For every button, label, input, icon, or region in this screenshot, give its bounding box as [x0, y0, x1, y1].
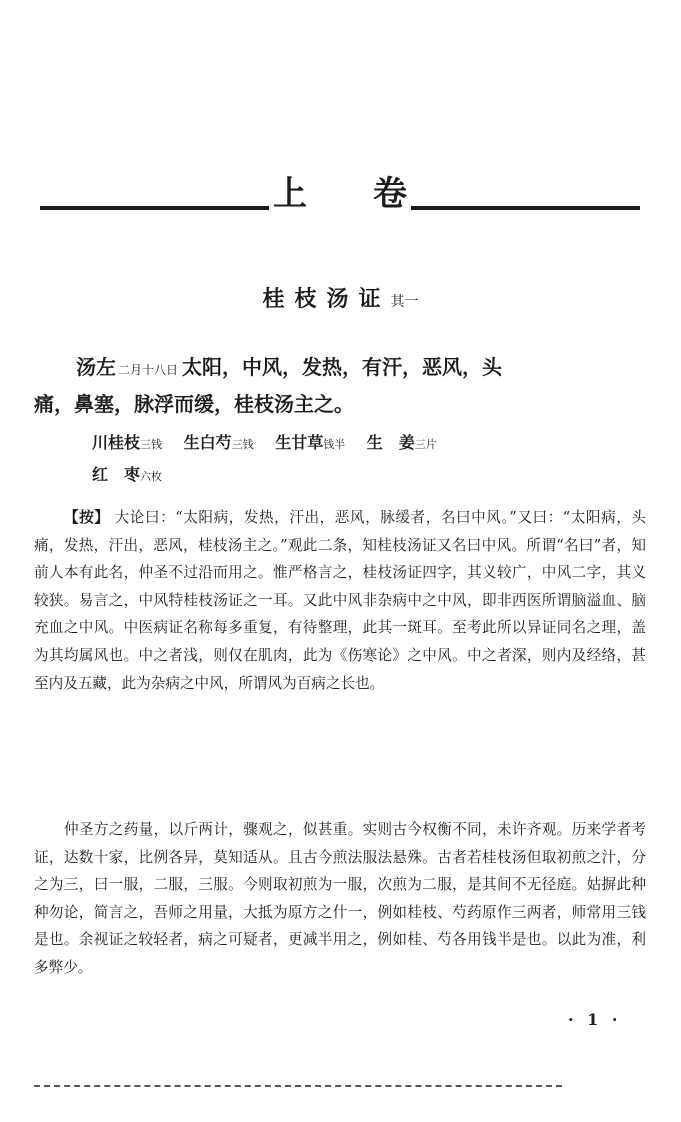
herb-name: 生 姜 [366, 433, 415, 452]
section-title-main: 桂枝汤证 [262, 286, 391, 312]
herb-name: 川桂枝 [92, 433, 141, 452]
section-title-sub: 其一 [390, 294, 419, 310]
bottom-rule [34, 1085, 562, 1087]
commentary-paragraph [34, 504, 646, 697]
dosage-paragraph [34, 816, 646, 982]
herb-name: 红 枣 [92, 465, 141, 484]
volume-title-left: 上 [273, 174, 307, 214]
prescription-row [92, 428, 453, 460]
case-line-1 [34, 350, 644, 387]
commentary-text-block [34, 504, 646, 697]
title-rule-right [411, 206, 640, 210]
page-number: · 1 · [568, 1010, 622, 1029]
volume-title-right: 卷 [373, 174, 407, 214]
dosage-text: 仲圣方之药量，以斤两计，骤观之，似甚重。实则古今权衡不同，未许齐观。历来学者考证，达数十家，比例各异，莫知适从。且古今煎法服法悬殊。古者若桂枝汤但取初煎之汁，分之为三，曰一服，二服，三服。今则取初煎为一服，次煎为二服，是其间不无径庭。姑摒此种种勿论，简言之，吾师之用量，大抵为原方之什一，例如桂枝、芍药原作三两者，师常用三钱是也。余视证之较轻者，病之可疑者，更减半用之，例如桂、芍各用钱半是也。以此为准，利多弊少。 [34, 821, 646, 976]
commentary-text: 大论曰：“太阳病，发热，汗出，恶风，脉缓者，名曰中风。”又曰：“太阳病，头痛，发热，汗出，恶风，桂枝汤主之。”观此二条，知桂枝汤证又名曰中风。所谓“名曰”者，知前人本有此名，仲圣不过沿而用之。惟严格言之，桂枝汤证四字，其义较广，中风二字，其义较狭。易言之，中风特桂枝汤证之一耳。又此中风非杂病中之中风，即非西医所谓脑溢血、脑充血之中风。中医病证名称每多重复，有待整理，此其一斑耳。至考此所以异证同名之理，盖为其均属风也。中之者浅，则仅在肌肉，此为《伤寒论》之中风。中之者深，则内及经络，甚至内及五藏，此为杂病之中风，所谓风为百病之长也。 [34, 509, 646, 692]
herb-dose: 三钱 [140, 438, 163, 451]
case-head: 汤左 [76, 355, 116, 379]
herb-name: 生白芍 [183, 433, 232, 452]
herb-name: 生甘草 [275, 433, 324, 452]
case-date: 二月十八日 [118, 363, 179, 377]
case-statement [34, 350, 644, 421]
prescription-list [92, 428, 453, 492]
herb-dose: 六枚 [140, 470, 163, 483]
case-text-1: 太阳，中风，发热，有汗，恶风，头 [182, 355, 503, 379]
volume-title [40, 168, 640, 214]
section-title [0, 282, 681, 313]
prescription-row [92, 460, 453, 492]
commentary-label: 【按】 [64, 509, 110, 526]
herb-dose: 三钱 [231, 438, 254, 451]
volume-title-text [269, 174, 411, 214]
title-rule-left [40, 206, 269, 210]
herb-dose: 三片 [414, 438, 437, 451]
case-line-2: 痛，鼻塞，脉浮而缓，桂枝汤主之。 [34, 392, 354, 416]
herb-dose: 钱半 [323, 438, 346, 451]
